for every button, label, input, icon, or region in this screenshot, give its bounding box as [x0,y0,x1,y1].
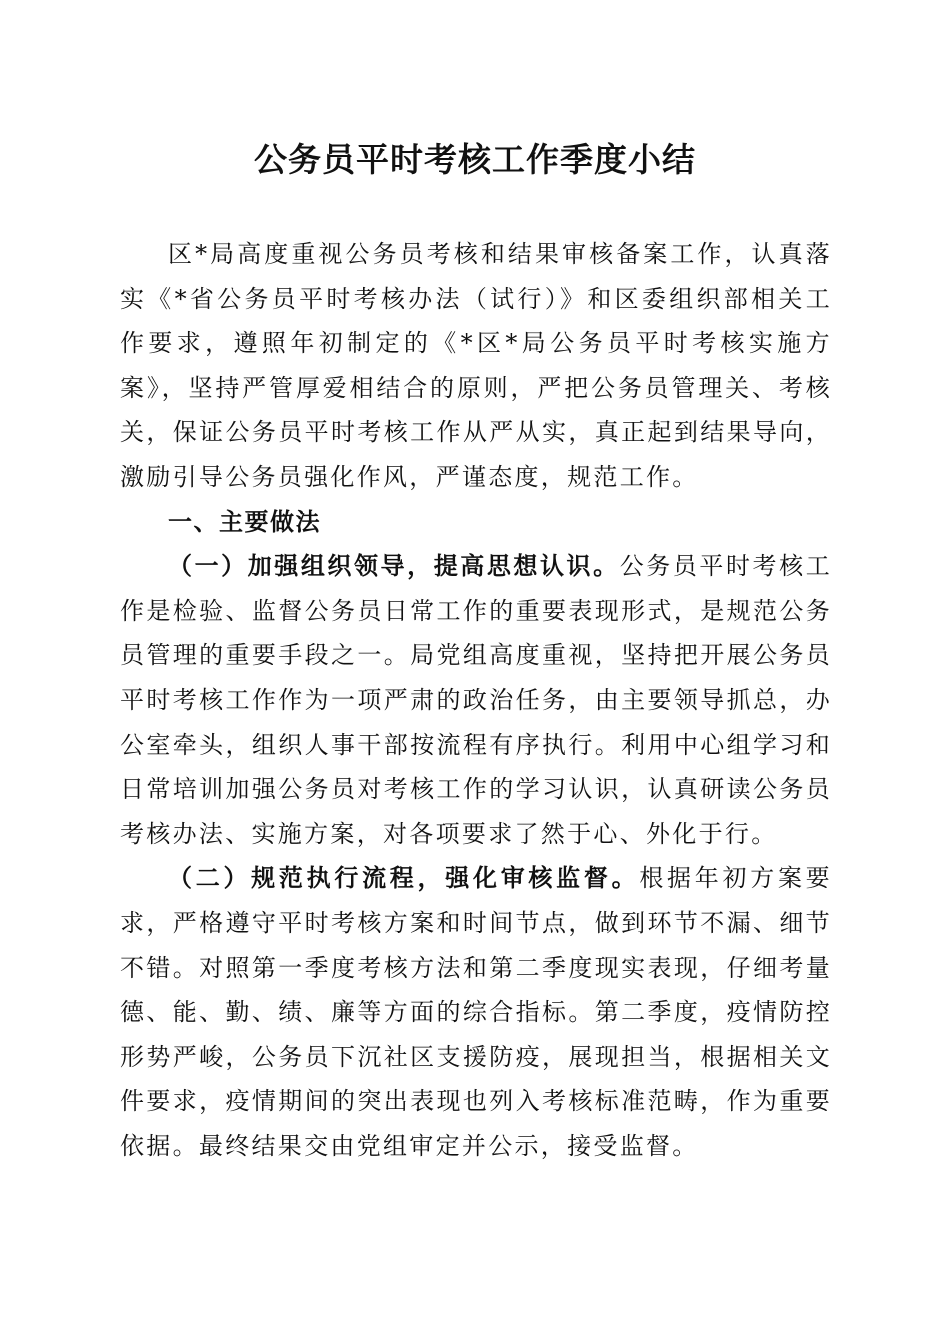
practice-item-1-lead: （一）加强组织领导，提高思想认识。 [168,551,620,581]
practice-item-1-text: 公务员平时考核工作是检验、监督公务员日常工作的重要表现形式，是规范公务员管理的重要手段之一。局党组高度重视，坚持把开展公务员平时考核工作作为一项严肃的政治任务，由主要领导抓总，办公室牵头，组织人事干部按流程有序执行。利用中心组学习和日常培训加强公务员对考核工作的学习认识，认真研读公务员考核办法、实施方案，对各项要求了然于心、外化于行。 [120,552,832,848]
document-title: 公务员平时考核工作季度小结 [254,140,696,179]
practice-item-2 [120,856,832,1168]
practice-item-2-lead: （二）规范执行流程，强化审核监督。 [168,863,640,893]
section-heading-main-practices: 一、主要做法 [168,507,321,536]
intro-paragraph: 区*局高度重视公务员考核和结果审核备案工作，认真落实《*省公务员平时考核办法（试行）》和区委组织部相关工作要求，遵照年初制定的《*区*局公务员平时考核实施方案》，坚持严管厚爱相结合的原则，严把公务员管理关、考核关，保证公务员平时考核工作从严从实，真正起到结果导向，激励引导公务员强化作风，严谨态度，规范工作。 [120,240,832,491]
practice-item-1 [120,544,832,856]
document-body [120,232,832,1168]
practice-item-2-text: 根据年初方案要求，严格遵守平时考核方案和时间节点，做到环节不漏、细节不错。对照第一季度考核方法和第二季度现实表现，仔细考量德、能、勤、绩、廉等方面的综合指标。第二季度，疫情防控形势严峻，公务员下沉社区支援防疫，展现担当，根据相关文件要求，疫情期间的突出表现也列入考核标准范畴，作为重要依据。最终结果交由党组审定并公示，接受监督。 [120,864,832,1160]
